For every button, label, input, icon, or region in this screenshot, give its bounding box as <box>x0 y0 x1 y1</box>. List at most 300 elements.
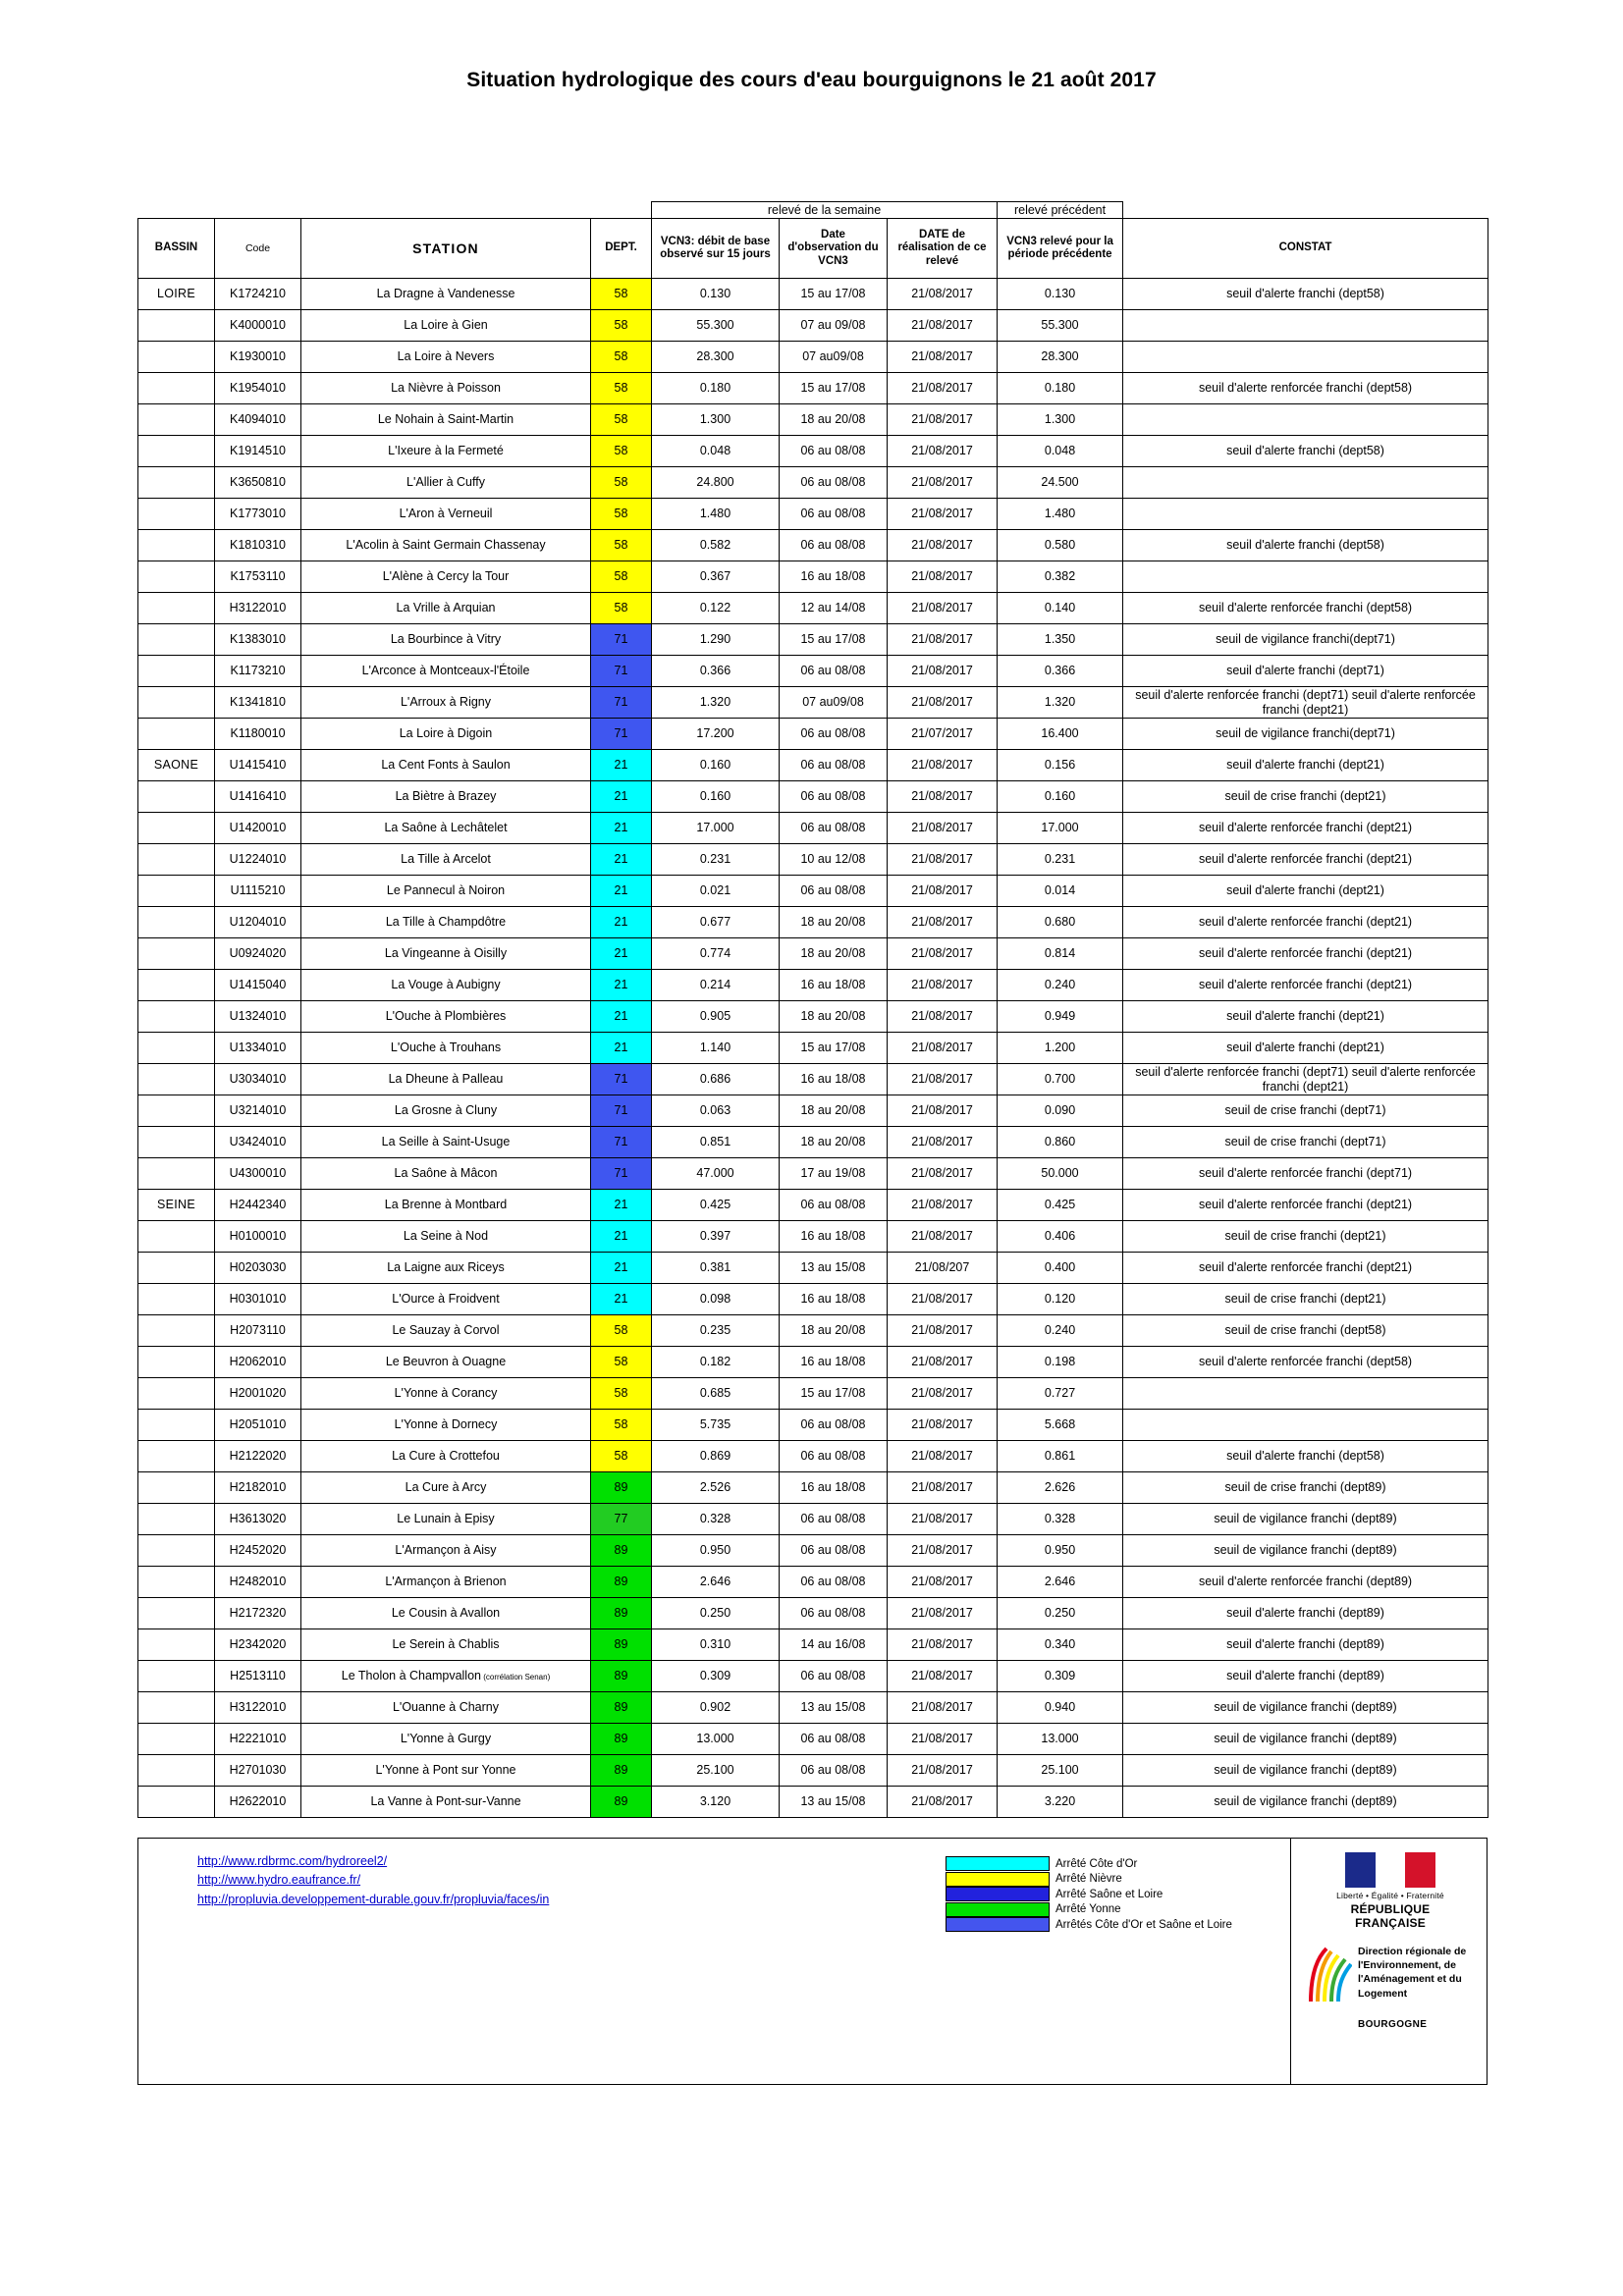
cell-station <box>301 1787 591 1818</box>
cell-vcn3: 13.000 <box>652 1724 780 1755</box>
cell-dept: 89 <box>591 1535 652 1567</box>
cell-date-obs: 16 au 18/08 <box>780 561 888 593</box>
cell-date-real: 21/08/2017 <box>888 1504 998 1535</box>
legend-swatch <box>946 1872 1050 1887</box>
cell-dept: 21 <box>591 970 652 1001</box>
cell-date-real: 21/08/2017 <box>888 1064 998 1095</box>
cell-date-real: 21/08/2017 <box>888 436 998 467</box>
cell-constat: seuil d'alerte renforcée franchi (dept58) <box>1123 593 1488 624</box>
cell-date-real: 21/08/2017 <box>888 499 998 530</box>
cell-dept: 21 <box>591 1001 652 1033</box>
cell-dept: 21 <box>591 813 652 844</box>
cell-station <box>301 687 591 719</box>
station-name: Le Cousin à Avallon <box>391 1606 501 1621</box>
cell-station <box>301 1253 591 1284</box>
cell-station <box>301 1001 591 1033</box>
cell-constat: seuil de vigilance franchi (dept89) <box>1123 1724 1488 1755</box>
cell-vcn3: 1.320 <box>652 687 780 719</box>
cell-date-obs: 06 au 08/08 <box>780 719 888 750</box>
station-name: La Nièvre à Poisson <box>391 381 501 396</box>
cell-code: U1115210 <box>215 876 301 907</box>
cell-date-obs: 06 au 08/08 <box>780 1598 888 1629</box>
cell-dept: 58 <box>591 530 652 561</box>
station-name: La Cent Fonts à Saulon <box>381 758 511 773</box>
cell-dept: 58 <box>591 1410 652 1441</box>
cell-dept: 21 <box>591 750 652 781</box>
cell-dept: 21 <box>591 938 652 970</box>
cell-date-obs: 10 au 12/08 <box>780 844 888 876</box>
table-row <box>138 1629 1488 1661</box>
cell-date-real: 21/08/2017 <box>888 844 998 876</box>
table-row <box>138 1504 1488 1535</box>
cell-date-obs: 18 au 20/08 <box>780 1001 888 1033</box>
cell-bassin <box>138 1441 215 1472</box>
cell-date-real: 21/08/2017 <box>888 970 998 1001</box>
cell-code: U1416410 <box>215 781 301 813</box>
station-name: L'Armançon à Brienon <box>385 1575 507 1589</box>
legend-swatch <box>946 1917 1050 1932</box>
cell-prev: 0.090 <box>998 1095 1123 1127</box>
legend-swatch <box>946 1902 1050 1917</box>
cell-date-real: 21/08/2017 <box>888 1567 998 1598</box>
cell-prev: 0.680 <box>998 907 1123 938</box>
cell-prev: 0.580 <box>998 530 1123 561</box>
cell-bassin <box>138 719 215 750</box>
cell-constat: seuil d'alerte renforcée franchi (dept58) <box>1123 373 1488 404</box>
cell-vcn3: 2.646 <box>652 1567 780 1598</box>
cell-date-real: 21/08/2017 <box>888 1378 998 1410</box>
cell-date-real: 21/08/2017 <box>888 876 998 907</box>
cell-code: K4094010 <box>215 404 301 436</box>
cell-date-obs: 16 au 18/08 <box>780 970 888 1001</box>
cell-bassin: SAONE <box>138 750 215 781</box>
cell-date-obs: 12 au 14/08 <box>780 593 888 624</box>
cell-constat <box>1123 342 1488 373</box>
cell-date-real: 21/08/2017 <box>888 1284 998 1315</box>
cell-date-obs: 18 au 20/08 <box>780 1315 888 1347</box>
station-name: La Tille à Arcelot <box>401 852 491 867</box>
cell-constat: seuil d'alerte renforcée franchi (dept21) <box>1123 1190 1488 1221</box>
cell-station <box>301 1692 591 1724</box>
station-name: L'Ouche à Trouhans <box>390 1041 502 1055</box>
cell-station <box>301 1158 591 1190</box>
cell-vcn3: 0.310 <box>652 1629 780 1661</box>
cell-constat: seuil de vigilance franchi (dept89) <box>1123 1535 1488 1567</box>
cell-constat: seuil d'alerte franchi (dept21) <box>1123 1001 1488 1033</box>
station-name: L'Yonne à Gurgy <box>400 1732 492 1746</box>
station-name: La Vanne à Pont-sur-Vanne <box>370 1794 521 1809</box>
cell-date-obs: 06 au 08/08 <box>780 1190 888 1221</box>
station-name: La Cure à Arcy <box>405 1480 487 1495</box>
cell-bassin <box>138 593 215 624</box>
table-row <box>138 1001 1488 1033</box>
cell-date-obs: 13 au 15/08 <box>780 1787 888 1818</box>
table-row <box>138 1378 1488 1410</box>
legend-label: Arrêté Saône et Loire <box>1055 1888 1163 1900</box>
cell-prev: 0.231 <box>998 844 1123 876</box>
cell-constat: seuil d'alerte franchi (dept89) <box>1123 1629 1488 1661</box>
cell-bassin <box>138 561 215 593</box>
cell-station <box>301 1567 591 1598</box>
cell-dept: 77 <box>591 1504 652 1535</box>
footer-link[interactable]: http://www.hydro.eaufrance.fr/ <box>197 1873 361 1888</box>
cell-dept: 58 <box>591 593 652 624</box>
station-name: La Dragne à Vandenesse <box>376 287 515 301</box>
table-row <box>138 404 1488 436</box>
cell-date-obs: 06 au 08/08 <box>780 1535 888 1567</box>
cell-date-real: 21/08/2017 <box>888 1472 998 1504</box>
cell-dept: 71 <box>591 1095 652 1127</box>
table-row <box>138 279 1488 310</box>
cell-prev: 0.160 <box>998 781 1123 813</box>
table-row <box>138 1472 1488 1504</box>
cell-vcn3: 1.140 <box>652 1033 780 1064</box>
legend-row <box>946 1917 1232 1933</box>
cell-date-obs: 18 au 20/08 <box>780 1127 888 1158</box>
cell-prev: 16.400 <box>998 719 1123 750</box>
cell-bassin <box>138 1567 215 1598</box>
station-name: L'Arconce à Montceaux-l'Étoile <box>361 664 530 678</box>
cell-vcn3: 0.309 <box>652 1661 780 1692</box>
cell-date-obs: 18 au 20/08 <box>780 404 888 436</box>
cell-date-real: 21/08/2017 <box>888 1661 998 1692</box>
cell-vcn3: 0.098 <box>652 1284 780 1315</box>
footer-link[interactable]: http://www.rdbrmc.com/hydroreel2/ <box>197 1854 388 1868</box>
cell-dept: 89 <box>591 1598 652 1629</box>
header-prev: VCN3 relevé pour la période précédente <box>998 219 1123 279</box>
cell-date-real: 21/08/207 <box>888 1253 998 1284</box>
cell-code: K1954010 <box>215 373 301 404</box>
table-row <box>138 938 1488 970</box>
cell-constat: seuil d'alerte franchi (dept58) <box>1123 1441 1488 1472</box>
cell-station <box>301 310 591 342</box>
cell-date-real: 21/08/2017 <box>888 1158 998 1190</box>
cell-vcn3: 24.800 <box>652 467 780 499</box>
station-name: La Loire à Digoin <box>399 726 493 741</box>
cell-date-obs: 13 au 15/08 <box>780 1253 888 1284</box>
cell-bassin <box>138 876 215 907</box>
cell-constat: seuil d'alerte renforcée franchi (dept21) <box>1123 938 1488 970</box>
cell-bassin <box>138 1378 215 1410</box>
cell-vcn3: 0.774 <box>652 938 780 970</box>
station-name: L'Arroux à Rigny <box>400 695 491 710</box>
cell-constat: seuil d'alerte renforcée franchi (dept71) seuil d'alerte renforcée franchi (dept21) <box>1123 1064 1488 1095</box>
table-row <box>138 1567 1488 1598</box>
cell-station <box>301 719 591 750</box>
cell-prev: 0.814 <box>998 938 1123 970</box>
logo-box <box>1290 1839 1487 2084</box>
cell-date-obs: 16 au 18/08 <box>780 1347 888 1378</box>
cell-station <box>301 1535 591 1567</box>
dreal-title: Direction régionale de l'Environnement, de l'Aménagement et du Logement <box>1358 1946 1467 2000</box>
table-row <box>138 1410 1488 1441</box>
cell-code: H3122010 <box>215 1692 301 1724</box>
cell-date-obs: 16 au 18/08 <box>780 1064 888 1095</box>
cell-constat: seuil de crise franchi (dept21) <box>1123 1221 1488 1253</box>
station-name: La Saône à Mâcon <box>394 1166 498 1181</box>
table-head <box>138 202 1488 279</box>
cell-dept: 71 <box>591 687 652 719</box>
cell-constat: seuil de crise franchi (dept58) <box>1123 1315 1488 1347</box>
cell-dept: 89 <box>591 1692 652 1724</box>
cell-date-obs: 06 au 08/08 <box>780 1410 888 1441</box>
hydrology-table-wrap <box>137 201 1488 1818</box>
cell-dept: 89 <box>591 1661 652 1692</box>
cell-constat: seuil d'alerte franchi (dept21) <box>1123 1033 1488 1064</box>
cell-station <box>301 279 591 310</box>
cell-constat: seuil d'alerte franchi (dept58) <box>1123 279 1488 310</box>
cell-prev: 1.480 <box>998 499 1123 530</box>
legend-row <box>946 1887 1232 1902</box>
cell-date-obs: 06 au 08/08 <box>780 436 888 467</box>
station-name: La Loire à Nevers <box>397 349 495 364</box>
table-row <box>138 687 1488 719</box>
cell-bassin <box>138 1692 215 1724</box>
cell-dept: 58 <box>591 404 652 436</box>
table-row <box>138 1598 1488 1629</box>
cell-code: K1724210 <box>215 279 301 310</box>
legend <box>946 1856 1232 1933</box>
cell-vcn3: 28.300 <box>652 342 780 373</box>
cell-bassin <box>138 1472 215 1504</box>
cell-vcn3: 0.250 <box>652 1598 780 1629</box>
legend-swatch <box>946 1887 1050 1901</box>
french-flag-icon <box>1345 1852 1435 1888</box>
cell-station <box>301 1410 591 1441</box>
cell-bassin <box>138 656 215 687</box>
cell-date-real: 21/08/2017 <box>888 1629 998 1661</box>
cell-constat: seuil de vigilance franchi (dept89) <box>1123 1504 1488 1535</box>
station-name: L'Allier à Cuffy <box>406 475 485 490</box>
cell-bassin <box>138 1629 215 1661</box>
cell-code: H2062010 <box>215 1347 301 1378</box>
cell-date-real: 21/08/2017 <box>888 593 998 624</box>
cell-constat <box>1123 561 1488 593</box>
cell-code: U3034010 <box>215 1064 301 1095</box>
table-row <box>138 719 1488 750</box>
table-row <box>138 1284 1488 1315</box>
cell-bassin <box>138 1064 215 1095</box>
station-name: L'Aron à Verneuil <box>399 507 493 521</box>
cell-date-real: 21/08/2017 <box>888 750 998 781</box>
cell-prev: 0.950 <box>998 1535 1123 1567</box>
cell-bassin <box>138 373 215 404</box>
cell-code: H2122020 <box>215 1441 301 1472</box>
cell-dept: 71 <box>591 719 652 750</box>
cell-dept: 58 <box>591 1347 652 1378</box>
cell-vcn3: 0.902 <box>652 1692 780 1724</box>
cell-date-real: 21/08/2017 <box>888 1441 998 1472</box>
cell-dept: 58 <box>591 436 652 467</box>
cell-dept: 71 <box>591 1127 652 1158</box>
cell-prev: 2.646 <box>998 1567 1123 1598</box>
cell-date-real: 21/08/2017 <box>888 404 998 436</box>
cell-bassin <box>138 624 215 656</box>
cell-date-real: 21/08/2017 <box>888 624 998 656</box>
cell-date-obs: 06 au 08/08 <box>780 1661 888 1692</box>
cell-code: U1204010 <box>215 907 301 938</box>
cell-dept: 58 <box>591 467 652 499</box>
station-name: L'Armançon à Aisy <box>395 1543 497 1558</box>
cell-date-obs: 06 au 08/08 <box>780 467 888 499</box>
table-row <box>138 499 1488 530</box>
cell-code: K1180010 <box>215 719 301 750</box>
station-name: Le Tholon à Champvallon <box>341 1669 481 1683</box>
cell-vcn3: 0.235 <box>652 1315 780 1347</box>
cell-date-real: 21/08/2017 <box>888 310 998 342</box>
cell-date-real: 21/08/2017 <box>888 1190 998 1221</box>
cell-station <box>301 1064 591 1095</box>
cell-constat: seuil de vigilance franchi (dept89) <box>1123 1692 1488 1724</box>
cell-vcn3: 0.381 <box>652 1253 780 1284</box>
footer-link[interactable]: http://propluvia.developpement-durable.gouv.fr/propluvia/faces/in <box>197 1892 550 1906</box>
cell-dept: 58 <box>591 310 652 342</box>
cell-prev: 0.940 <box>998 1692 1123 1724</box>
cell-bassin <box>138 687 215 719</box>
station-name: La Tille à Champdôtre <box>385 915 507 930</box>
cell-date-obs: 18 au 20/08 <box>780 938 888 970</box>
cell-vcn3: 0.685 <box>652 1378 780 1410</box>
table-body <box>138 279 1488 1818</box>
cell-station <box>301 593 591 624</box>
cell-date-obs: 06 au 08/08 <box>780 530 888 561</box>
cell-vcn3: 5.735 <box>652 1410 780 1441</box>
cell-prev: 0.382 <box>998 561 1123 593</box>
cell-bassin <box>138 970 215 1001</box>
cell-constat: seuil d'alerte renforcée franchi (dept71) seuil d'alerte renforcée franchi (dept21) <box>1123 687 1488 719</box>
cell-prev: 0.250 <box>998 1598 1123 1629</box>
header-constat: CONSTAT <box>1123 219 1488 279</box>
cell-constat: seuil d'alerte renforcée franchi (dept58) <box>1123 1347 1488 1378</box>
table-row <box>138 656 1488 687</box>
table-row <box>138 593 1488 624</box>
cell-date-real: 21/08/2017 <box>888 1755 998 1787</box>
cell-bassin <box>138 1410 215 1441</box>
cell-date-real: 21/08/2017 <box>888 561 998 593</box>
cell-bassin <box>138 1001 215 1033</box>
table-row <box>138 1347 1488 1378</box>
cell-date-real: 21/08/2017 <box>888 373 998 404</box>
cell-station <box>301 1095 591 1127</box>
cell-constat: seuil de vigilance franchi (dept89) <box>1123 1755 1488 1787</box>
cell-code: H3613020 <box>215 1504 301 1535</box>
cell-dept: 71 <box>591 1064 652 1095</box>
cell-date-real: 21/08/2017 <box>888 342 998 373</box>
cell-constat: seuil d'alerte renforcée franchi (dept21) <box>1123 970 1488 1001</box>
cell-station <box>301 373 591 404</box>
cell-code: K4000010 <box>215 310 301 342</box>
station-name: La Grosne à Cluny <box>394 1103 498 1118</box>
cell-constat: seuil d'alerte franchi (dept58) <box>1123 436 1488 467</box>
cell-station <box>301 1315 591 1347</box>
cell-code: H2442340 <box>215 1190 301 1221</box>
station-name: La Vingeanne à Oisilly <box>384 946 508 961</box>
header-date-obs: Date d'observation du VCN3 <box>780 219 888 279</box>
cell-code: H0203030 <box>215 1253 301 1284</box>
group-header-row <box>138 202 1488 219</box>
station-name: L'Ouche à Plombières <box>385 1009 507 1024</box>
cell-prev: 55.300 <box>998 310 1123 342</box>
cell-date-real: 21/08/2017 <box>888 1347 998 1378</box>
table-row <box>138 907 1488 938</box>
legend-label: Arrêté Côte d'Or <box>1055 1857 1138 1870</box>
cell-dept: 21 <box>591 1221 652 1253</box>
station-name: La Dheune à Palleau <box>388 1072 504 1087</box>
cell-prev: 0.156 <box>998 750 1123 781</box>
republique-francaise-logo <box>1317 1852 1464 1930</box>
station-name: La Cure à Crottefou <box>392 1449 500 1464</box>
table-row <box>138 1535 1488 1567</box>
cell-prev: 17.000 <box>998 813 1123 844</box>
cell-code: H0100010 <box>215 1221 301 1253</box>
cell-date-obs: 06 au 08/08 <box>780 750 888 781</box>
cell-bassin <box>138 1284 215 1315</box>
cell-constat: seuil de crise franchi (dept21) <box>1123 1284 1488 1315</box>
cell-code: H2182010 <box>215 1472 301 1504</box>
table-row <box>138 1127 1488 1158</box>
cell-dept: 58 <box>591 561 652 593</box>
cell-bassin <box>138 499 215 530</box>
header-date-real: DATE de réalisation de ce relevé <box>888 219 998 279</box>
cell-bassin <box>138 844 215 876</box>
station-name: L'Yonne à Pont sur Yonne <box>375 1763 516 1778</box>
cell-code: H2513110 <box>215 1661 301 1692</box>
footer-box <box>137 1838 1488 2085</box>
cell-date-obs: 15 au 17/08 <box>780 279 888 310</box>
station-name: Le Beuvron à Ouagne <box>385 1355 507 1369</box>
table-row <box>138 530 1488 561</box>
cell-prev: 0.366 <box>998 656 1123 687</box>
cell-station <box>301 1190 591 1221</box>
cell-date-obs: 18 au 20/08 <box>780 1095 888 1127</box>
cell-date-real: 21/08/2017 <box>888 1315 998 1347</box>
table-row <box>138 750 1488 781</box>
cell-prev: 0.014 <box>998 876 1123 907</box>
cell-date-real: 21/08/2017 <box>888 1535 998 1567</box>
cell-bassin <box>138 342 215 373</box>
cell-vcn3: 0.869 <box>652 1441 780 1472</box>
cell-code: K1753110 <box>215 561 301 593</box>
station-name: La Saône à Lechâtelet <box>384 821 508 835</box>
cell-bassin <box>138 1787 215 1818</box>
cell-date-obs: 14 au 16/08 <box>780 1629 888 1661</box>
table-row <box>138 561 1488 593</box>
cell-code: H2482010 <box>215 1567 301 1598</box>
cell-constat: seuil d'alerte renforcée franchi (dept71) <box>1123 1158 1488 1190</box>
cell-constat: seuil d'alerte renforcée franchi (dept89) <box>1123 1567 1488 1598</box>
cell-vcn3: 0.328 <box>652 1504 780 1535</box>
cell-date-obs: 06 au 08/08 <box>780 1755 888 1787</box>
cell-date-real: 21/08/2017 <box>888 907 998 938</box>
cell-date-obs: 17 au 19/08 <box>780 1158 888 1190</box>
cell-date-obs: 06 au 08/08 <box>780 499 888 530</box>
station-name: L'Yonne à Dornecy <box>394 1417 498 1432</box>
cell-code: U3424010 <box>215 1127 301 1158</box>
cell-date-real: 21/08/2017 <box>888 1095 998 1127</box>
cell-code: H2342020 <box>215 1629 301 1661</box>
table-row <box>138 1755 1488 1787</box>
cell-station <box>301 1629 591 1661</box>
cell-vcn3: 0.905 <box>652 1001 780 1033</box>
cell-code: U1324010 <box>215 1001 301 1033</box>
cell-station <box>301 1755 591 1787</box>
cell-constat: seuil de vigilance franchi(dept71) <box>1123 624 1488 656</box>
station-name: La Brenne à Montbard <box>384 1198 508 1212</box>
cell-prev: 1.350 <box>998 624 1123 656</box>
cell-prev: 13.000 <box>998 1724 1123 1755</box>
cell-dept: 58 <box>591 373 652 404</box>
cell-station <box>301 844 591 876</box>
